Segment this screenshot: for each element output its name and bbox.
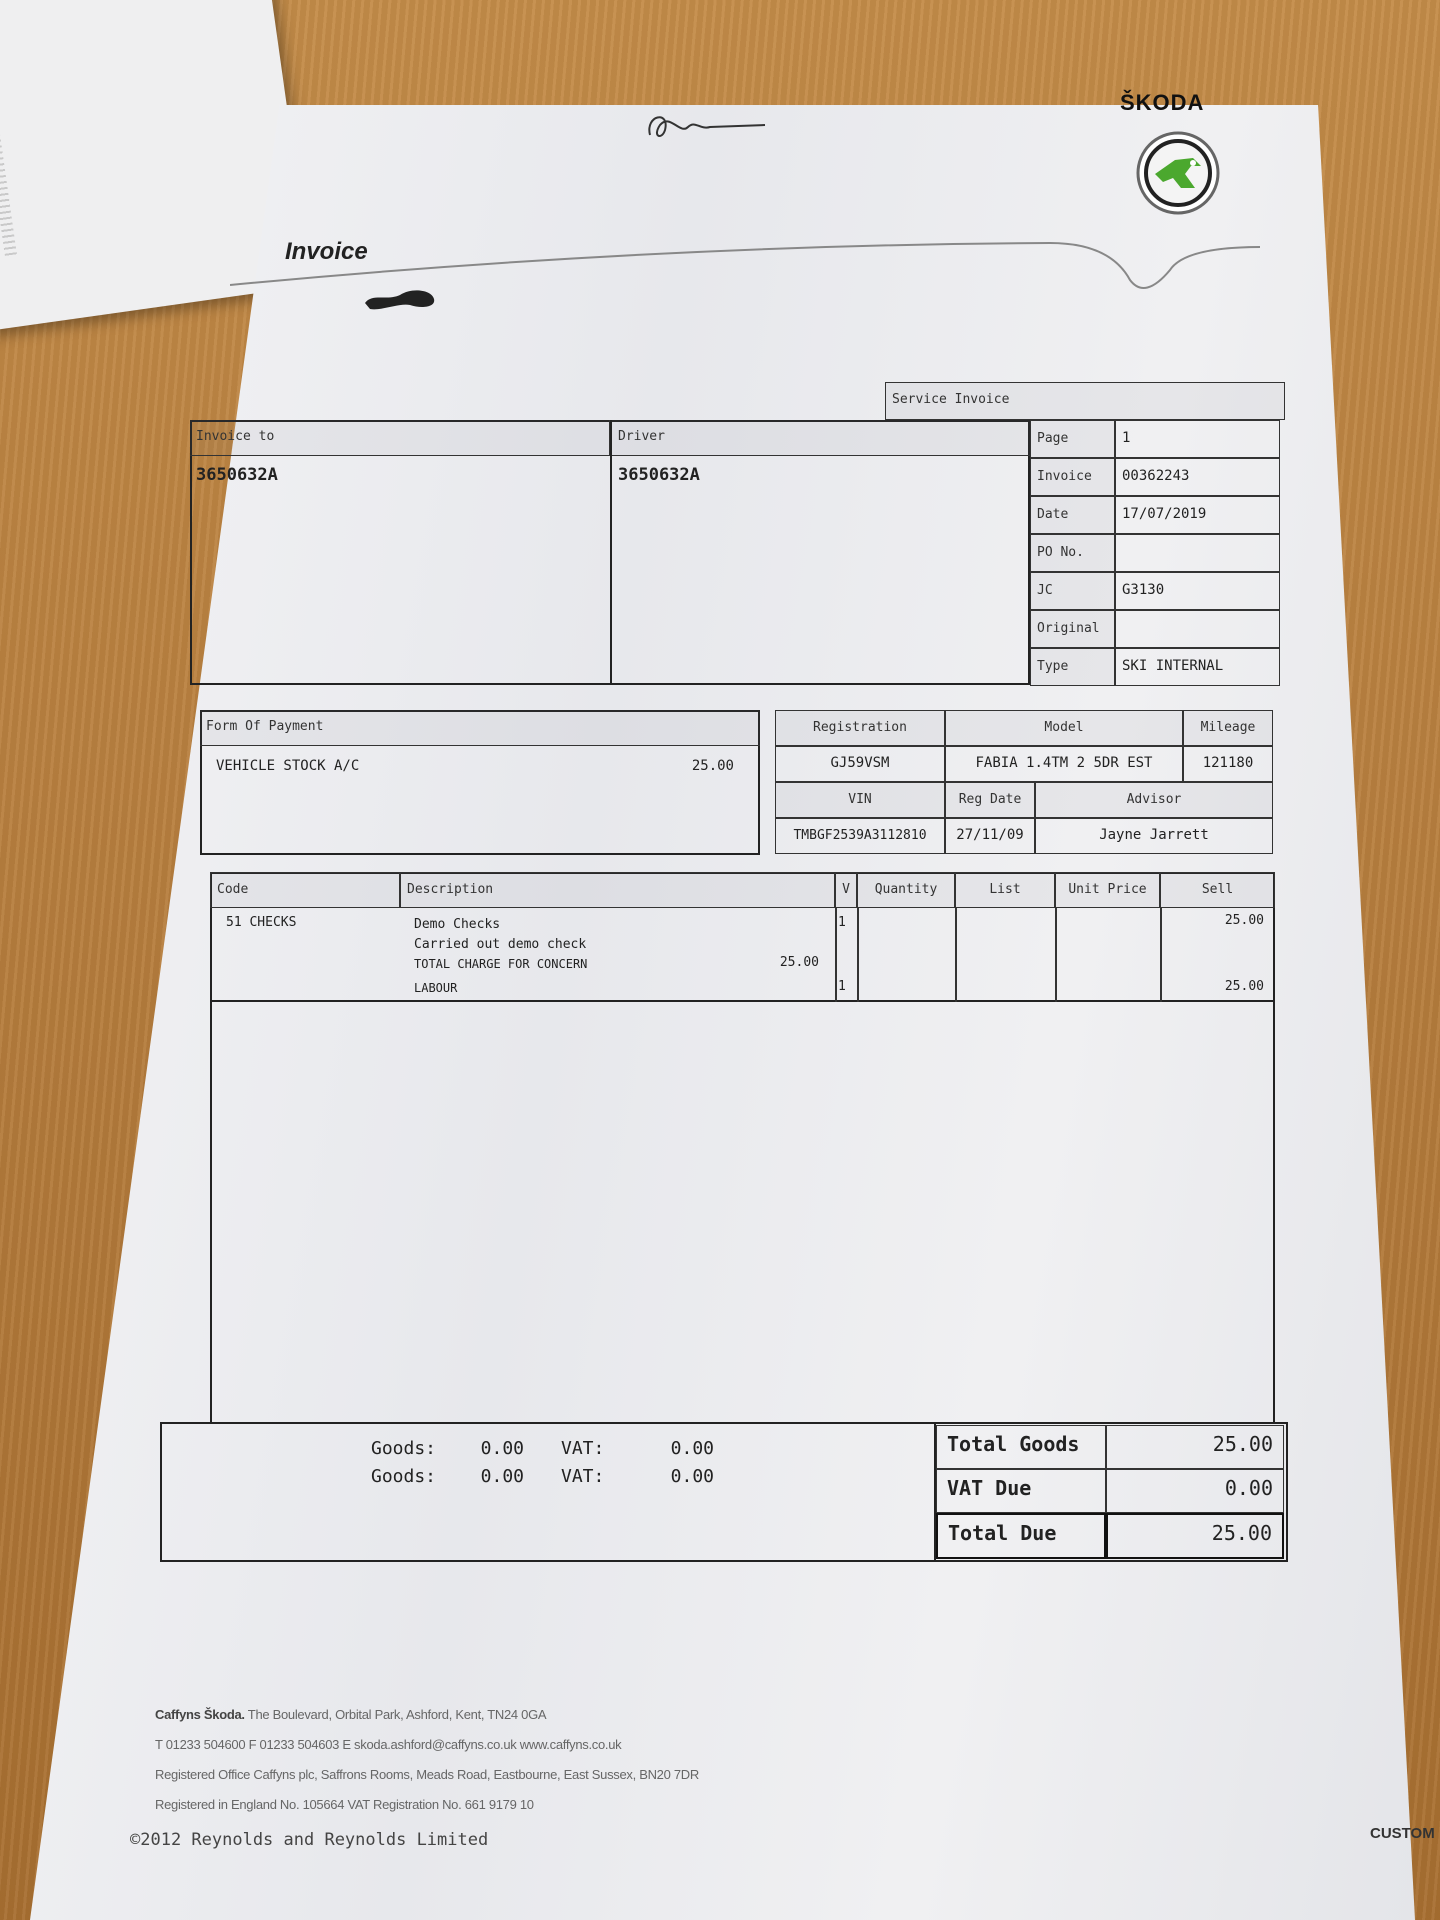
line-sell-1: 25.00 <box>1224 913 1264 928</box>
footer-address-line <box>155 1700 699 1730</box>
line-v-2: 1 <box>838 979 846 994</box>
line-items-body <box>210 1002 1275 1422</box>
driver-label: Driver <box>612 420 1030 456</box>
vat-summary-vat: 0.00 <box>670 1438 714 1459</box>
address-divider <box>610 420 612 685</box>
rule-list <box>955 908 957 1002</box>
meta-value <box>1115 610 1280 648</box>
payment-amount: 25.00 <box>691 758 734 774</box>
registration-value: GJ59VSM <box>775 746 945 782</box>
line-labour: LABOUR <box>414 981 458 995</box>
ink-blot <box>362 285 440 313</box>
meta-value: 1 <box>1115 420 1280 458</box>
meta-value: SKI INTERNAL <box>1115 648 1280 686</box>
meta-label: Original <box>1030 610 1115 648</box>
vin-value: TMBGF2539A3112810 <box>775 818 945 854</box>
col-description: Description <box>400 872 835 908</box>
footer-contact: T 01233 504600 F 01233 504603 E skoda.ashford@caffyns.co.uk www.caffyns.co.uk <box>155 1737 622 1752</box>
line-sell-2: 25.00 <box>1224 979 1264 994</box>
document-title: Invoice <box>285 238 368 265</box>
rule-unit <box>1055 908 1057 1002</box>
advisor-value: Jayne Jarrett <box>1035 818 1273 854</box>
vat-summary-vat-label: VAT: <box>561 1438 605 1459</box>
vat-summary-goods-label: Goods: <box>371 1466 437 1487</box>
payment-method: VEHICLE STOCK A/C <box>216 758 360 774</box>
footer-registration: Registered in England No. 105664 VAT Registration No. 661 9179 10 <box>155 1797 534 1812</box>
total-due-value: 25.00 <box>1106 1513 1284 1559</box>
rule-sell <box>1160 908 1162 1002</box>
vin-label: VIN <box>775 782 945 818</box>
meta-value <box>1115 534 1280 572</box>
mileage-label: Mileage <box>1183 710 1273 746</box>
line-desc-1: Demo Checks <box>414 917 501 932</box>
invoice-document <box>130 90 1435 1900</box>
meta-label: Date <box>1030 496 1115 534</box>
line-desc-2: Carried out demo check <box>414 937 587 952</box>
meta-label: Invoice <box>1030 458 1115 496</box>
total-due-label: Total Due <box>936 1513 1106 1559</box>
footer-address: The Boulevard, Orbital Park, Ashford, Kent, TN24 0GA <box>247 1707 547 1722</box>
footer-registered-office: Registered Office Caffyns plc, Saffrons Rooms, Meads Road, Eastbourne, East Sussex, BN20 7DR <box>155 1767 699 1782</box>
vat-summary-goods: 0.00 <box>480 1438 524 1459</box>
meta-label: Page <box>1030 420 1115 458</box>
line-desc-3: TOTAL CHARGE FOR CONCERN <box>414 957 588 971</box>
total-goods-value: 25.00 <box>1106 1425 1284 1469</box>
driver-value: 3650632A <box>618 465 700 485</box>
vat-summary-goods-label: Goods: <box>371 1438 437 1459</box>
col-unit-price: Unit Price <box>1055 872 1160 908</box>
skoda-wordmark: ŠKODA <box>1120 90 1205 115</box>
meta-value: 17/07/2019 <box>1115 496 1280 534</box>
vat-due-value: 0.00 <box>1106 1469 1284 1513</box>
service-invoice-label: Service Invoice <box>885 382 1285 420</box>
registration-label: Registration <box>775 710 945 746</box>
line-code: 51 CHECKS <box>226 915 297 930</box>
vat-summary-vat: 0.00 <box>670 1466 714 1487</box>
vat-summary-goods: 0.00 <box>480 1466 524 1487</box>
col-v: V <box>835 872 857 908</box>
total-goods-label: Total Goods <box>936 1425 1106 1469</box>
reg-date-label: Reg Date <box>945 782 1035 818</box>
model-label: Model <box>945 710 1183 746</box>
col-quantity: Quantity <box>857 872 955 908</box>
meta-value: 00362243 <box>1115 458 1280 496</box>
meta-label: PO No. <box>1030 534 1115 572</box>
custom-label: CUSTOM <box>1370 1825 1435 1842</box>
line-v-1: 1 <box>838 915 846 930</box>
copyright-notice: ©2012 Reynolds and Reynolds Limited <box>130 1830 489 1850</box>
reg-date-value: 27/11/09 <box>945 818 1035 854</box>
meta-label: JC <box>1030 572 1115 610</box>
col-code: Code <box>210 872 400 908</box>
invoice-to-value: 3650632A <box>196 465 278 485</box>
footer-company: Caffyns Škoda. <box>155 1707 245 1722</box>
col-list: List <box>955 872 1055 908</box>
signature <box>640 105 770 145</box>
advisor-label: Advisor <box>1035 782 1273 818</box>
col-sell: Sell <box>1160 872 1275 908</box>
model-value: FABIA 1.4TM 2 5DR EST <box>945 746 1183 782</box>
vat-summary-vat-label: VAT: <box>561 1466 605 1487</box>
meta-value: G3130 <box>1115 572 1280 610</box>
rule-qty <box>857 908 859 1002</box>
skoda-logo-icon <box>1135 130 1221 216</box>
line-concern-total: 25.00 <box>779 955 819 970</box>
vat-due-label: VAT Due <box>936 1469 1106 1513</box>
invoice-to-label: Invoice to <box>190 420 610 456</box>
company-footer <box>155 1700 699 1820</box>
meta-label: Type <box>1030 648 1115 686</box>
payment-label: Form Of Payment <box>200 710 760 746</box>
mileage-value: 121180 <box>1183 746 1273 782</box>
